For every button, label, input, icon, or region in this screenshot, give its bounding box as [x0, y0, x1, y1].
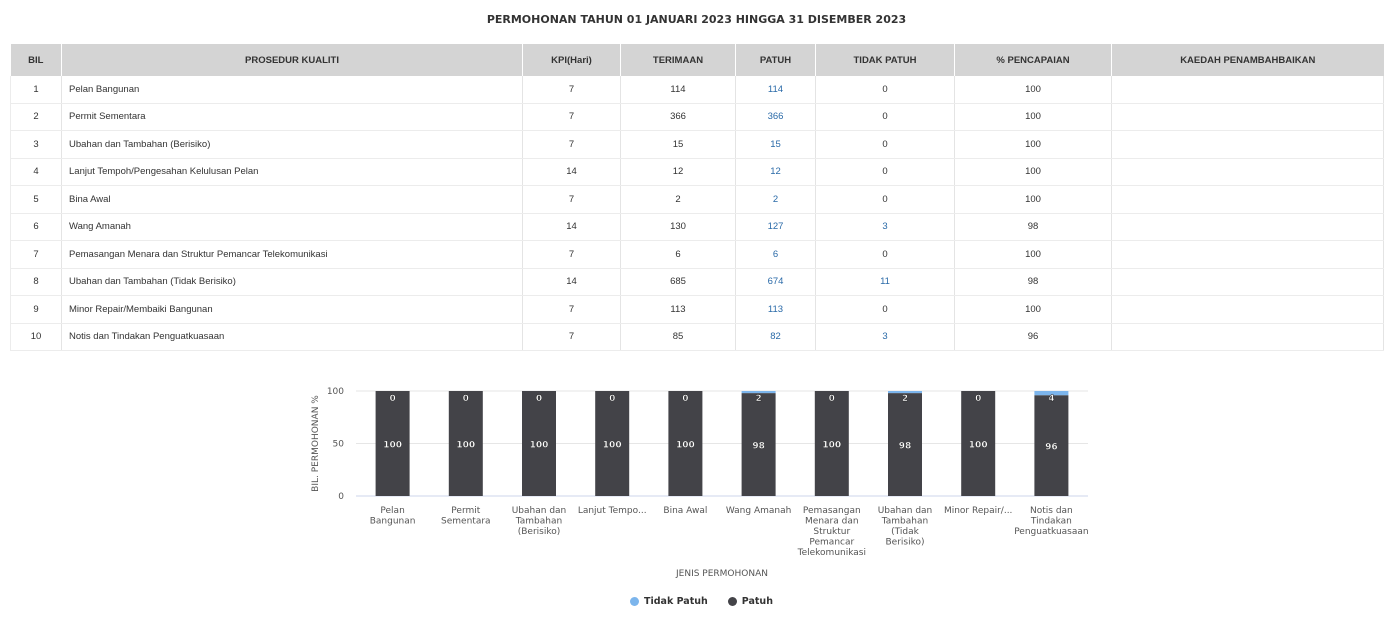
- cell-tidak-patuh[interactable]: 3: [816, 323, 955, 351]
- cell-prosedur: Minor Repair/Membaiki Bangunan: [62, 296, 523, 324]
- page-title: PERMOHONAN TAHUN 01 JANUARI 2023 HINGGA 31 DISEMBER 2023: [486, 13, 907, 26]
- y-axis-title: BIL. PERMOHONAN %: [311, 395, 321, 492]
- cell-patuh[interactable]: 366: [736, 103, 816, 131]
- cell-terimaan: 113: [621, 296, 736, 324]
- bar-tidak-patuh: [742, 391, 776, 393]
- x-tick-label: Penguatkuasaan: [1014, 527, 1089, 537]
- cell-pencapaian: 100: [955, 186, 1112, 214]
- data-label-tidak-patuh: 0: [682, 394, 689, 404]
- chart-legend: [630, 596, 773, 607]
- cell-patuh[interactable]: 127: [736, 213, 816, 241]
- legend-item-patuh[interactable]: [728, 596, 773, 607]
- cell-kaedah: [1112, 76, 1384, 103]
- data-label-tidak-patuh: 0: [462, 394, 469, 404]
- cell-kpi: 7: [523, 186, 621, 214]
- cell-pencapaian: 100: [955, 241, 1112, 269]
- cell-prosedur: Ubahan dan Tambahan (Berisiko): [62, 131, 523, 159]
- cell-tidak-patuh: 0: [816, 186, 955, 214]
- cell-prosedur: Notis dan Tindakan Penguatkuasaan: [62, 323, 523, 351]
- cell-tidak-patuh: 0: [816, 131, 955, 159]
- data-label-tidak-patuh: 2: [755, 394, 762, 404]
- x-tick-label: Bina Awal: [663, 506, 708, 516]
- x-tick-label: Permit: [451, 506, 481, 516]
- cell-bil: 6: [11, 213, 62, 241]
- cell-kpi: 14: [523, 213, 621, 241]
- table-row: [11, 241, 1384, 269]
- x-tick-label: Ubahan dan: [877, 506, 933, 516]
- table-header-row: [11, 44, 1384, 76]
- data-label-tidak-patuh: 2: [901, 394, 909, 404]
- header-kaedah[interactable]: KAEDAH PENAMBAHBAIKAN: [1112, 44, 1384, 76]
- header-prosedur[interactable]: PROSEDUR KUALITI: [62, 44, 523, 76]
- cell-prosedur: Ubahan dan Tambahan (Tidak Berisiko): [62, 268, 523, 296]
- cell-terimaan: 366: [621, 103, 736, 131]
- cell-kaedah: [1112, 186, 1384, 214]
- cell-terimaan: 2: [621, 186, 736, 214]
- cell-tidak-patuh: 0: [816, 76, 955, 103]
- x-tick-label: Pemasangan: [802, 506, 861, 516]
- data-label-patuh: 98: [752, 441, 765, 452]
- cell-patuh[interactable]: 674: [736, 268, 816, 296]
- header-tidak-patuh[interactable]: TIDAK PATUH: [816, 44, 955, 76]
- data-label-patuh: 100: [822, 440, 842, 451]
- cell-tidak-patuh[interactable]: 3: [816, 213, 955, 241]
- cell-kaedah: [1112, 296, 1384, 324]
- cell-pencapaian: 96: [955, 323, 1112, 351]
- cell-pencapaian: 98: [955, 213, 1112, 241]
- legend-marker-icon: [728, 597, 737, 606]
- x-tick-label: Sementara: [441, 516, 491, 527]
- cell-kpi: 7: [523, 76, 621, 103]
- y-tick-label: 100: [326, 387, 344, 397]
- cell-kaedah: [1112, 158, 1384, 186]
- legend-label: Patuh: [741, 596, 773, 607]
- cell-patuh[interactable]: 12: [736, 158, 816, 186]
- x-tick-label: Menara dan: [805, 516, 859, 527]
- data-label-patuh: 100: [383, 440, 402, 451]
- cell-tidak-patuh: 0: [816, 296, 955, 324]
- x-tick-label: Lanjut Tempo...: [577, 506, 647, 516]
- data-label-tidak-patuh: 0: [828, 394, 835, 404]
- x-tick-label: (Tidak: [891, 527, 919, 537]
- header-patuh[interactable]: PATUH: [736, 44, 816, 76]
- header-bil[interactable]: BIL: [11, 44, 62, 76]
- cell-prosedur: Pelan Bangunan: [62, 76, 523, 103]
- x-axis-title: JENIS PERMOHONAN: [676, 569, 768, 579]
- x-tick-label: Pemancar: [809, 537, 855, 548]
- table-row: [11, 296, 1384, 324]
- cell-patuh[interactable]: 15: [736, 131, 816, 159]
- data-label-tidak-patuh: 0: [389, 394, 396, 404]
- cell-pencapaian: 100: [955, 158, 1112, 186]
- cell-bil: 10: [11, 323, 62, 351]
- cell-kpi: 7: [523, 296, 621, 324]
- header-kpi[interactable]: KPI(Hari): [523, 44, 621, 76]
- cell-bil: 5: [11, 186, 62, 214]
- data-label-tidak-patuh: 0: [609, 394, 616, 404]
- data-label-tidak-patuh: 4: [1048, 394, 1055, 404]
- cell-pencapaian: 100: [955, 131, 1112, 159]
- cell-patuh[interactable]: 2: [736, 186, 816, 214]
- cell-bil: 4: [11, 158, 62, 186]
- data-label-patuh: 100: [456, 440, 476, 451]
- cell-tidak-patuh: 0: [816, 158, 955, 186]
- cell-kpi: 7: [523, 241, 621, 269]
- cell-bil: 3: [11, 131, 62, 159]
- table-row: [11, 186, 1384, 214]
- cell-kpi: 14: [523, 158, 621, 186]
- cell-kaedah: [1112, 103, 1384, 131]
- legend-marker-icon: [630, 597, 639, 606]
- x-tick-label: Minor Repair/...: [943, 506, 1013, 516]
- cell-patuh[interactable]: 113: [736, 296, 816, 324]
- cell-kpi: 7: [523, 103, 621, 131]
- x-tick-label: Wang Amanah: [725, 506, 792, 516]
- cell-bil: 9: [11, 296, 62, 324]
- x-tick-label: (Berisiko): [517, 527, 561, 537]
- table-row: [11, 103, 1384, 131]
- data-label-patuh: 100: [602, 440, 622, 451]
- cell-kaedah: [1112, 213, 1384, 241]
- table-row: [11, 76, 1384, 103]
- cell-tidak-patuh: 0: [816, 241, 955, 269]
- y-tick-label: 50: [332, 439, 344, 450]
- cell-prosedur: Bina Awal: [62, 186, 523, 214]
- cell-terimaan: 685: [621, 268, 736, 296]
- x-tick-label: Tindakan: [1030, 516, 1072, 527]
- stacked-bar-chart: [0, 370, 1393, 582]
- table-row: [11, 213, 1384, 241]
- cell-kaedah: [1112, 268, 1384, 296]
- table-row: [11, 323, 1384, 351]
- data-label-patuh: 98: [898, 441, 912, 452]
- cell-kaedah: [1112, 241, 1384, 269]
- cell-kaedah: [1112, 323, 1384, 351]
- x-tick-label: Tambahan: [515, 516, 563, 527]
- y-tick-label: 0: [338, 492, 344, 502]
- cell-terimaan: 15: [621, 131, 736, 159]
- cell-terimaan: 6: [621, 241, 736, 269]
- header-terimaan[interactable]: TERIMAAN: [621, 44, 736, 76]
- data-label-tidak-patuh: 0: [975, 394, 982, 404]
- legend-label: Tidak Patuh: [644, 596, 708, 607]
- x-tick-label: Telekomunikasi: [797, 548, 866, 558]
- x-tick-label: Notis dan: [1030, 506, 1073, 516]
- cell-bil: 1: [11, 76, 62, 103]
- cell-pencapaian: 100: [955, 76, 1112, 103]
- cell-patuh[interactable]: 6: [736, 241, 816, 269]
- cell-bil: 8: [11, 268, 62, 296]
- cell-bil: 2: [11, 103, 62, 131]
- table-row: [11, 131, 1384, 159]
- cell-prosedur: Pemasangan Menara dan Struktur Pemancar Telekomunikasi: [62, 241, 523, 269]
- cell-terimaan: 85: [621, 323, 736, 351]
- x-tick-label: Tambahan: [881, 516, 929, 527]
- data-label-tidak-patuh: 0: [535, 394, 543, 404]
- data-label-patuh: 100: [529, 440, 549, 451]
- data-label-patuh: 100: [968, 440, 988, 451]
- cell-prosedur: Permit Sementara: [62, 103, 523, 131]
- cell-tidak-patuh[interactable]: 11: [816, 268, 955, 296]
- cell-patuh[interactable]: 114: [736, 76, 816, 103]
- cell-patuh[interactable]: 82: [736, 323, 816, 351]
- data-label-patuh: 100: [676, 440, 695, 451]
- cell-kpi: 7: [523, 323, 621, 351]
- cell-pencapaian: 98: [955, 268, 1112, 296]
- cell-kaedah: [1112, 131, 1384, 159]
- cell-bil: 7: [11, 241, 62, 269]
- table-row: [11, 158, 1384, 186]
- cell-prosedur: Lanjut Tempoh/Pengesahan Kelulusan Pelan: [62, 158, 523, 186]
- cell-tidak-patuh: 0: [816, 103, 955, 131]
- cell-terimaan: 114: [621, 76, 736, 103]
- header-pencapaian[interactable]: % PENCAPAIAN: [955, 44, 1112, 76]
- cell-prosedur: Wang Amanah: [62, 213, 523, 241]
- bar-tidak-patuh: [888, 391, 922, 393]
- x-tick-label: Berisiko): [885, 537, 925, 548]
- cell-terimaan: 12: [621, 158, 736, 186]
- x-tick-label: Bangunan: [369, 516, 416, 527]
- cell-pencapaian: 100: [955, 296, 1112, 324]
- legend-item-tidak-patuh[interactable]: [630, 596, 708, 607]
- data-label-patuh: 96: [1045, 442, 1058, 453]
- cell-kpi: 14: [523, 268, 621, 296]
- cell-pencapaian: 100: [955, 103, 1112, 131]
- x-tick-label: Ubahan dan: [511, 506, 567, 516]
- table-row: [11, 268, 1384, 296]
- cell-terimaan: 130: [621, 213, 736, 241]
- x-tick-label: Struktur: [813, 527, 851, 537]
- cell-kpi: 7: [523, 131, 621, 159]
- kpi-table: [10, 44, 1384, 351]
- x-tick-label: Pelan: [380, 506, 405, 516]
